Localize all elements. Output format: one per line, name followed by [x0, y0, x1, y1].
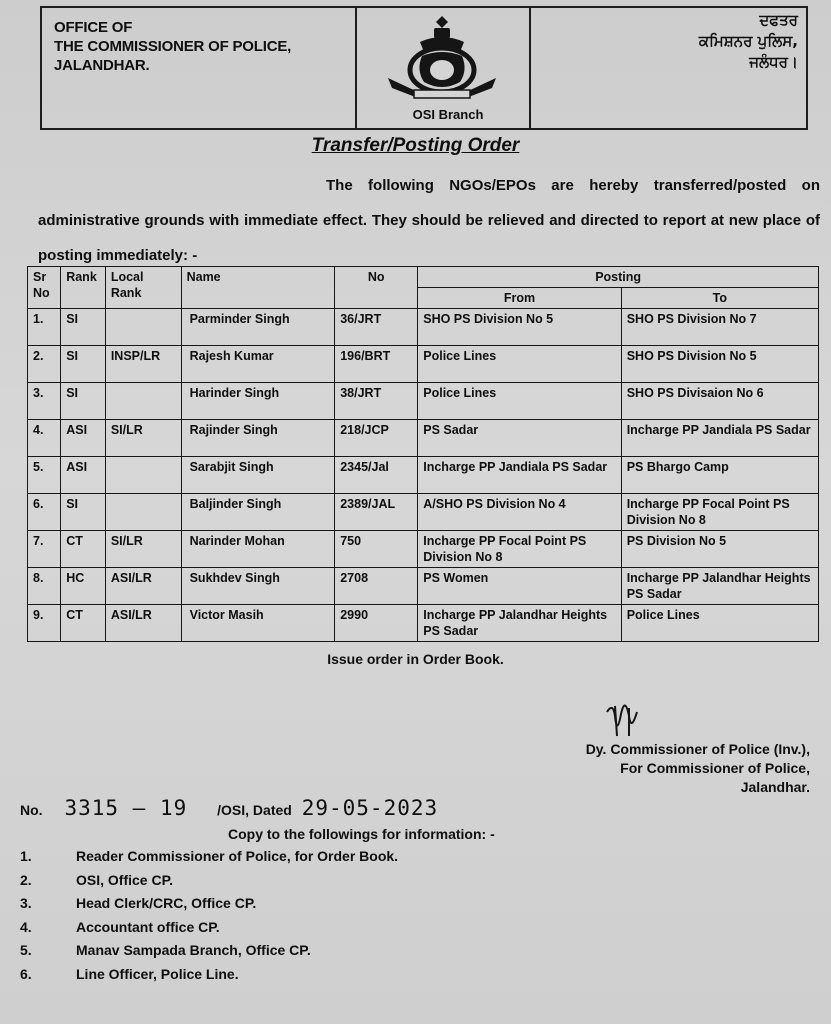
intro-paragraph: The following NGOs/EPOs are hereby transferred/posted on administrative grounds with immediate effect. They should be relieved and directed to report at new place of posting immediately: - [38, 177, 820, 264]
cell-sr: 2. [28, 346, 61, 383]
cell-name: Harinder Singh [181, 383, 335, 420]
table-row [28, 383, 819, 420]
cell-local-rank [105, 383, 181, 420]
header-local-rank: Local Rank [105, 267, 181, 309]
cell-local-rank: INSP/LR [105, 346, 181, 383]
cell-rank: CT [61, 531, 106, 568]
cell-rank: CT [61, 605, 106, 642]
cell-to: Incharge PP Jandiala PS Sadar [621, 420, 818, 457]
cell-local-rank: SI/LR [105, 420, 181, 457]
cell-no: 196/BRT [335, 346, 418, 383]
cell-rank: ASI [61, 457, 106, 494]
table-row [28, 346, 819, 383]
cell-no: 2389/JAL [335, 494, 418, 531]
table-row [28, 494, 819, 531]
list-item-number: 6. [20, 965, 32, 982]
header-posting: Posting [418, 267, 819, 288]
cell-sr: 5. [28, 457, 61, 494]
cell-from: Police Lines [418, 383, 621, 420]
issue-instruction: Issue order in Order Book. [327, 651, 504, 667]
cell-local-rank: ASI/LR [105, 568, 181, 605]
order-title: Transfer/Posting Order [311, 135, 520, 156]
cell-local-rank [105, 457, 181, 494]
dispatch-line [20, 796, 438, 820]
table-row [28, 605, 819, 642]
list-item [20, 869, 398, 893]
copy-heading: Copy to the followings for information: - [228, 826, 495, 842]
cell-from: A/SHO PS Division No 4 [418, 494, 621, 531]
cell-local-rank: SI/LR [105, 531, 181, 568]
table-row [28, 309, 819, 346]
cell-no: 750 [335, 531, 418, 568]
cell-rank: SI [61, 494, 106, 531]
signature-block: Dy. Commissioner of Police (Inv.), For Commissioner of Police, Jalandhar. [585, 741, 810, 795]
list-item-text: Line Officer, Police Line. [76, 965, 239, 982]
dispatch-no-label: No. [20, 802, 43, 818]
cell-no: 2708 [335, 568, 418, 605]
cell-name: Sukhdev Singh [181, 568, 335, 605]
cell-sr: 8. [28, 568, 61, 605]
cell-no: 36/JRT [335, 309, 418, 346]
cell-from: Incharge PP Focal Point PS Division No 8 [418, 531, 621, 568]
list-item [20, 916, 398, 940]
letterhead [40, 6, 808, 130]
dispatch-osi-label: /OSI, Dated [217, 802, 292, 818]
cell-from: Incharge PP Jandiala PS Sadar [418, 457, 621, 494]
list-item [20, 939, 398, 963]
cell-from: SHO PS Division No 5 [418, 309, 621, 346]
dispatch-date: 29-05-2023 [301, 796, 439, 820]
cell-rank: ASI [61, 420, 106, 457]
postings-table [27, 266, 819, 642]
cell-from: PS Women [418, 568, 621, 605]
list-item-number: 5. [20, 942, 32, 958]
cell-to: Incharge PP Focal Point PS Division No 8 [621, 494, 818, 531]
cell-local-rank: ASI/LR [105, 605, 181, 642]
cell-no: 2345/Jal [335, 457, 418, 494]
header-name: Name [181, 267, 335, 309]
cell-from: PS Sadar [418, 420, 621, 457]
branch-label: OSI Branch [412, 107, 484, 122]
divider [355, 8, 357, 128]
copy-list [20, 845, 398, 986]
header-no: No [335, 267, 418, 309]
cell-sr: 7. [28, 531, 61, 568]
cell-to: Incharge PP Jalandhar Heights PS Sadar [621, 568, 818, 605]
cell-no: 218/JCP [335, 420, 418, 457]
list-item-text: Accountant office CP. [76, 918, 220, 935]
cell-sr: 4. [28, 420, 61, 457]
cell-name: Sarabjit Singh [181, 457, 335, 494]
list-item [20, 845, 398, 869]
list-item-text: Head Clerk/CRC, Office CP. [76, 895, 257, 911]
table-row [28, 457, 819, 494]
cell-rank: SI [61, 309, 106, 346]
office-name-punjabi: ਦਫਤਰ ਕਮਿਸ਼ਨਰ ਪੁਲਿਸ, ਜਲੰਧਰ। [698, 11, 798, 71]
cell-sr: 3. [28, 383, 61, 420]
header-from: From [418, 288, 621, 309]
cell-name: Rajinder Singh [181, 420, 335, 457]
cell-rank: SI [61, 346, 106, 383]
cell-from: Police Lines [418, 346, 621, 383]
list-item-number: 2. [20, 871, 32, 888]
cell-no: 38/JRT [335, 383, 418, 420]
header-rank: Rank [61, 267, 106, 309]
cell-to: PS Bhargo Camp [621, 457, 818, 494]
cell-sr: 1. [28, 309, 61, 346]
cell-name: Victor Masih [181, 605, 335, 642]
cell-name: Baljinder Singh [181, 494, 335, 531]
cell-rank: HC [61, 568, 106, 605]
cell-sr: 6. [28, 494, 61, 531]
cell-name: Rajesh Kumar [181, 346, 335, 383]
dispatch-number: 3315 – 19 [64, 796, 188, 820]
cell-local-rank [105, 494, 181, 531]
cell-sr: 9. [28, 605, 61, 642]
list-item-text: Manav Sampada Branch, Office CP. [76, 942, 311, 958]
table-row [28, 531, 819, 568]
cell-no: 2990 [335, 605, 418, 642]
list-item-number: 3. [20, 895, 32, 911]
list-item-number: 4. [20, 918, 32, 935]
police-emblem-icon [382, 12, 502, 108]
cell-to: SHO PS Division No 7 [621, 309, 818, 346]
cell-from: Incharge PP Jalandhar Heights PS Sadar [418, 605, 621, 642]
cell-to: SHO PS Divisaion No 6 [621, 383, 818, 420]
cell-name: Narinder Mohan [181, 531, 335, 568]
cell-to: PS Division No 5 [621, 531, 818, 568]
list-item [20, 892, 398, 916]
cell-rank: SI [61, 383, 106, 420]
list-item-text: OSI, Office CP. [76, 871, 173, 888]
divider [529, 8, 531, 128]
cell-local-rank [105, 309, 181, 346]
office-name-english: OFFICE OF THE COMMISSIONER OF POLICE, JALANDHAR. [54, 19, 292, 74]
cell-to: SHO PS Division No 5 [621, 346, 818, 383]
list-item [20, 963, 398, 987]
cell-name: Parminder Singh [181, 309, 335, 346]
header-sr: Sr No [28, 267, 61, 309]
header-to: To [621, 288, 818, 309]
cell-to: Police Lines [621, 605, 818, 642]
table-row [28, 420, 819, 457]
list-item-number: 1. [20, 848, 32, 864]
table-row [28, 568, 819, 605]
list-item-text: Reader Commissioner of Police, for Order Book. [76, 848, 399, 864]
